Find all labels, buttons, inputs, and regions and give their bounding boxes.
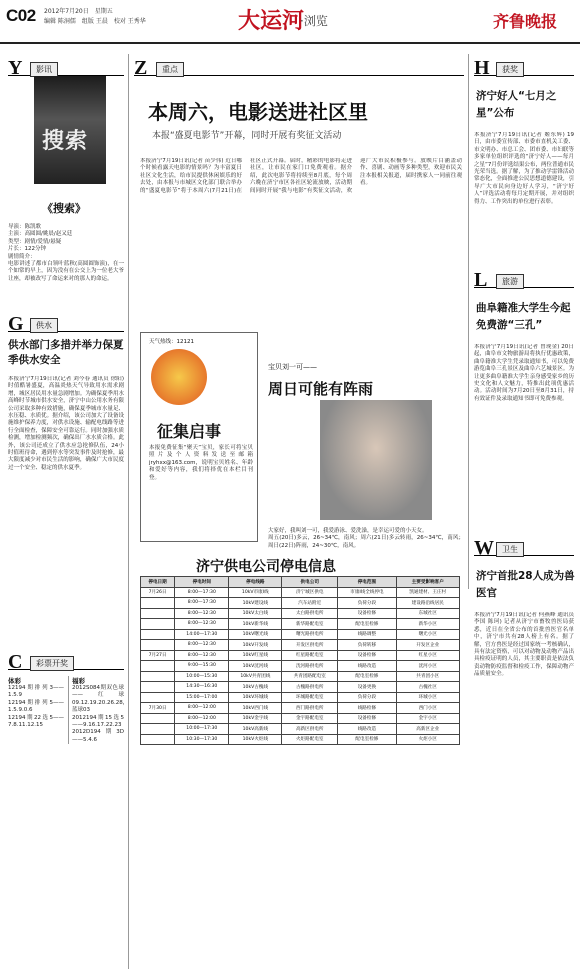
table-row [141,713,460,724]
table-cell: 线路检修 [338,703,396,714]
section-tag: 供水 [30,318,58,333]
award-body: 本报济宁7月19日讯(记者 姬东辉) 19日，由市委宣传部、市委市直机关工委、市文明办、市总工会、团市委、市妇联等多家单位组织评选的“济宁好人——每月之星”7月份评选结果公布，两位普通市民光荣当选。据了解，为了推动学雷锋活动常态化，全面推进公民思想道德建设，引导广大市民向身边好人学习，“济宁好人”评选活动将每月定期开展，并对组织得力、工作突出的单位进行表彰。 [474,132,574,205]
table-cell: 线路调整 [338,629,396,640]
promo-title: 征集启事 [157,422,222,441]
table-cell: 新华路配电室 [282,619,338,630]
table-cell: 10:00—15:30 [175,671,229,682]
mascot-image [151,349,207,405]
table-cell: 开发区供电所 [282,640,338,651]
table-cell: 10kV市康I线 [229,587,282,598]
table-cell: 古槐路供电所 [282,682,338,693]
table-cell [141,619,175,630]
promo-box [140,332,258,542]
table-cell: 10:30—17:30 [175,734,229,745]
lottery-welfare-lines [72,685,129,744]
table-cell: 负荷转移 [338,640,396,651]
table-cell: 红星小区 [396,650,459,661]
table-cell: 8:00—12:30 [175,608,229,619]
table-row [141,724,460,735]
table-row [141,692,460,703]
section-letter: Z [134,57,148,79]
table-cell: 10kV西门线 [229,703,282,714]
lottery-sports-title: 体彩 [8,677,21,685]
section-letter: C [8,651,23,673]
promo-body: 本报免费征集“聚天”宝贝，家长可将宝贝照片及个人资料发送至邮箱jryhxx@163.com，说明宝贝姓名、年龄和爱好等内容，我们将择优在本栏目刊登。 [149,445,253,481]
table-cell: 设备更换 [338,682,396,693]
table-cell: 市康I线全线停电 [338,587,396,598]
brand-sub: ·浏览 [300,14,328,28]
date-line: 2012年7月20日 星期五 [44,8,113,15]
weather-line: 周五(20日)多云，26~34℃，南风；周六(21日)多云转雨，26~34℃，南风；周日(22日)阵雨，24~30℃，南风。 [268,535,464,549]
table-row [141,619,460,630]
table-cell: 高新区供电所 [282,724,338,735]
table-cell: 8:00—17:30 [175,587,229,598]
table-cell: 西门小区 [396,703,459,714]
table-row [141,629,460,640]
table-cell: 洸河小区 [396,661,459,672]
section-letter: Y [8,57,23,79]
table-cell: 环城路配电室 [282,692,338,703]
section-main-header [134,57,464,79]
table-row [141,671,460,682]
lottery-welfare [68,676,129,744]
lottery-results [8,676,129,756]
lottery-line: 12194期排列5——1.5.9.0.6 [8,699,64,714]
table-cell: 西门路供电所 [282,703,338,714]
table-header-cell: 主要受影响客户 [396,577,459,588]
movie-poster-text: 搜索 [42,128,89,154]
table-cell: 10kV古槐线 [229,682,282,693]
section-travel-header [474,269,574,291]
power-table-wrap [140,576,460,745]
editors-line: 编辑 陈洞儒 组版 王晨 校对 王秀华 [44,18,146,25]
table-cell: 曙光小区 [396,629,459,640]
section-letter: W [474,537,494,559]
table-cell [141,724,175,735]
table-row [141,587,460,598]
table-cell: 10kV建设线 [229,598,282,609]
section-tag: 卫生 [496,542,524,557]
table-row [141,682,460,693]
table-cell: 7月27日 [141,650,175,661]
brand-logo: 大运河 [238,8,305,34]
travel-headline: 曲阜籍准大学生今起免费游“三孔” [476,302,571,331]
table-row [141,703,460,714]
lottery-sports [8,676,64,729]
lottery-line: 12194期排列3——1.5.9 [8,685,64,699]
table-row [141,598,460,609]
table-header-cell: 停电时间 [175,577,229,588]
table-cell: 10kV共青团线 [229,671,282,682]
table-cell [141,692,175,703]
table-cell [141,671,175,682]
table-cell: 凯通建材、王庄村 [396,587,459,598]
main-headline: 本周六，电影送进社区里 [148,100,368,124]
section-tag: 影讯 [30,62,58,77]
table-header-cell: 停电线路 [229,577,282,588]
newspaper-name: 齐鲁晚报 [493,12,558,31]
section-letter: G [8,313,24,335]
table-cell: 洸河路供电所 [282,661,338,672]
table-cell: 环城小区 [396,692,459,703]
table-cell: 15:00—17:00 [175,692,229,703]
table-cell [141,661,175,672]
power-outage-table [140,576,460,745]
table-cell [141,682,175,693]
table-cell: 金宇路配电室 [282,713,338,724]
table-cell: 7月30日 [141,703,175,714]
table-cell: 线路改造 [338,724,396,735]
section-tag: 彩票开奖 [30,656,74,671]
table-cell: 10kV环城线 [229,692,282,703]
health-body: 本报济宁7月19日讯(记者 何燕峰 通讯员 李国 陈珂) 记者从济宁市畜牧兽医局获悉，近日在全省公布的首批兽医官名单中，济宁市共有28人榜上有名。据了解，官方兽医是经过国家统一考核确认，具有法定资格，可以对动物及动物产品出具检疫证明的人员，其主要职责是依法负责动物防疫监督和检疫工作，保障动物产品质量安全。 [474,612,574,678]
lottery-sports-lines [8,685,64,729]
table-cell: 14:00—17:30 [175,629,229,640]
table-cell: 8:00—17:30 [175,598,229,609]
weather-headline: 周日可能有阵雨 [268,380,374,398]
weather-forecast [268,528,464,550]
table-cell: 10:00—17:30 [175,724,229,735]
table-cell: 8:00—12:00 [175,703,229,714]
table-header-cell: 停电日期 [141,577,175,588]
table-cell: 配电室检修 [338,619,396,630]
table-cell: 济宁城区供电 [282,587,338,598]
table-cell: 8:00—12:00 [175,713,229,724]
section-health-header [474,537,574,559]
table-cell [141,734,175,745]
table-cell: 共青团小区 [396,671,459,682]
table-cell: 8:00—12:30 [175,619,229,630]
table-cell: 设备检修 [338,713,396,724]
table-cell: 10kV开发线 [229,640,282,651]
movie-meta-line: 剧情简介： [8,253,36,260]
table-cell: 红星路配电室 [282,650,338,661]
page-number: C02 [6,6,36,25]
table-cell: 高新区企业 [396,724,459,735]
column-rule-right [468,54,469,589]
table-header-row [141,577,460,588]
section-letter: H [474,57,490,79]
promo-label: 天气热线：12121 [149,339,194,345]
table-cell: 太白路供电所 [282,608,338,619]
table-cell: 设备检修 [338,608,396,619]
movie-meta-line: 片长：122分钟 [8,246,46,253]
table-cell: 古槐社区 [396,682,459,693]
table-cell: 配电室检修 [338,671,396,682]
table-cell: 金宇小区 [396,713,459,724]
section-tag: 重点 [156,62,184,77]
movie-meta-line: 类型：剧情/爱情/悬疑 [8,238,62,245]
movie-title: 《搜索》 [42,202,86,215]
table-cell: 曙光路供电所 [282,629,338,640]
table-cell: 10kV太白线 [229,608,282,619]
table-cell: 配电室检修 [338,734,396,745]
lottery-line: 2012194期15选5——9.16.17.22.23 [72,714,124,729]
weather-line: 大家好，我叫刘一可，我爱游泳、爱洗澡，是幸运可爱的小天女。 [268,528,428,534]
table-header-cell: 停电范围 [338,577,396,588]
table-header-cell: 供电公司 [282,577,338,588]
table-row [141,661,460,672]
lottery-welfare-title: 福彩 [72,677,85,685]
lottery-line: 12194期22选5——7.8.11.12.15 [8,714,64,729]
table-cell: 10kV红星线 [229,650,282,661]
section-letter: L [474,269,488,291]
table-cell: 线路改造 [338,661,396,672]
section-movie-header [8,57,124,79]
section-lottery-header [8,651,124,673]
column-rule-left [128,54,129,969]
travel-body: 本报济宁7月19日讯(记者 曾现金) 20日起，曲阜市文物旅游局将执行优惠政策，曲阜籍准大学生凭录取通知书，可以免费游览曲阜三孔景区及曲阜六艺城景区。为让更多曲阜籍准大学生亲身感受家乡的历史文化和人文魅力，特推出此项优惠活动。活动时间为7月20日至8月31日，持有效证件及录取通知书即可免费参观。 [474,344,574,402]
table-row [141,608,460,619]
section-tag: 获奖 [496,62,524,77]
page-header [0,0,580,44]
table-cell: 10kV金宇线 [229,713,282,724]
table-cell: 10kV洸河线 [229,661,282,672]
table-cell: 火炬路配电室 [282,734,338,745]
table-cell: 负荷分段 [338,598,396,609]
table-cell: 8:00—12:30 [175,640,229,651]
main-body: 本报济宁7月19日讯(记者 苗少伟) 近日哪个时候看露天电影的情景吗？为丰富夏日社区文化生活，给市民提供休闲娱乐的好去处，由本报与市城区文化部门联合举办的“盛夏电影节”将于本周六(7月21日)在社区正式开幕。届时，精彩的电影将走进社区，让市民在家门口免费观看。据介绍，此次电影节将持续至8月底，每个周六晚在济宁市区各社区轮流放映，活动期间同时开展“我与电影”有奖征文活动，欢迎广大市民积极参与。放映片目涵盖动作、喜剧、动画等多种类型，欢迎市民关注本报相关报道，届时携家人一同前往观看。 [140,158,462,194]
lottery-line: 2012D194期3D——5.4.6 [72,729,124,743]
movie-meta-line: 导演：陈凯歌 [8,224,42,230]
table-row [141,734,460,745]
table-row [141,640,460,651]
main-subhead: 本报“盛夏电影节”开幕，同时开展有奖征文活动 [152,131,342,141]
table-cell: 10kV火炬线 [229,734,282,745]
table-cell: 10kV高新线 [229,724,282,735]
table-cell [141,713,175,724]
lottery-line: 2012S084期双色球——红球09.12.19.20.26.28，蓝球03 [72,685,129,714]
table-cell: 设备检修 [338,650,396,661]
baby-photo [320,400,432,520]
movie-meta-line: 电影讲述了都市白领叶蓝秋(高圆圆饰演)，在一个如常的早上，因为没有在公交上为一位老大爷让座，却被改写了命运来对的那人的命运。 [8,261,124,282]
table-row [141,650,460,661]
section-award-header [474,57,574,79]
power-title: 济宁供电公司停电信息 [196,559,336,575]
table-cell: 汽车站附近 [282,598,338,609]
table-cell [141,608,175,619]
table-cell: 10kV新华线 [229,619,282,630]
table-cell: 9:00—15:30 [175,661,229,672]
section-tag: 旅游 [496,274,524,289]
table-cell: 10kV曙光线 [229,629,282,640]
table-cell: 8:00—12:30 [175,650,229,661]
water-headline: 供水部门多措并举力保夏季供水安全 [8,339,124,366]
water-body: 本报济宁7月19日讯(记者 刘今春 通讯员 徐阳) 时值酷暑盛夏，高温炎热天气导致用水需求剧增，城区居民用水量急剧增加。为确保夏季用水高峰时节城市供水安全，济宁中山公用水务有限公司采取多种有效措施，确保夏季城市水量足、水压稳、水质优。据介绍，该公司加大了设备设施维护保养力度，对供水设施、输配电线路等进行全面检查，保障安全可靠运行。同时加强水质检测，增加检测频次，确保出厂水水质合格。此外，该公司还成立了供水应急抢修队伍，24小时值班待命，遇到停水等突发事件及时抢修，最大限度减少对市民生活的影响，确保广大市民度过一个安全、稳定的供水夏季。 [8,376,124,471]
table-cell [141,629,175,640]
table-cell: 共青团路配电室 [282,671,338,682]
table-cell: 负荷分段 [338,692,396,703]
table-cell: 7月26日 [141,587,175,598]
table-cell [141,640,175,651]
health-headline: 济宁首批28人成为兽医官 [476,570,575,599]
table-cell: 东城社区 [396,608,459,619]
table-cell: 14:30—16:30 [175,682,229,693]
table-cell: 新华小区 [396,619,459,630]
baby-label: 宝贝刘一可—— [268,363,317,371]
section-water-header [8,313,124,335]
table-cell [141,598,175,609]
movie-meta-line: 主演：高圆圆/姚晨/赵又廷 [8,231,73,238]
table-cell: 火炬小区 [396,734,459,745]
movie-meta [8,224,124,283]
table-cell: 开发区企业 [396,640,459,651]
table-cell: 建设路沿线居民 [396,598,459,609]
award-headline: 济宁好人“七月之星”公布 [476,90,557,119]
